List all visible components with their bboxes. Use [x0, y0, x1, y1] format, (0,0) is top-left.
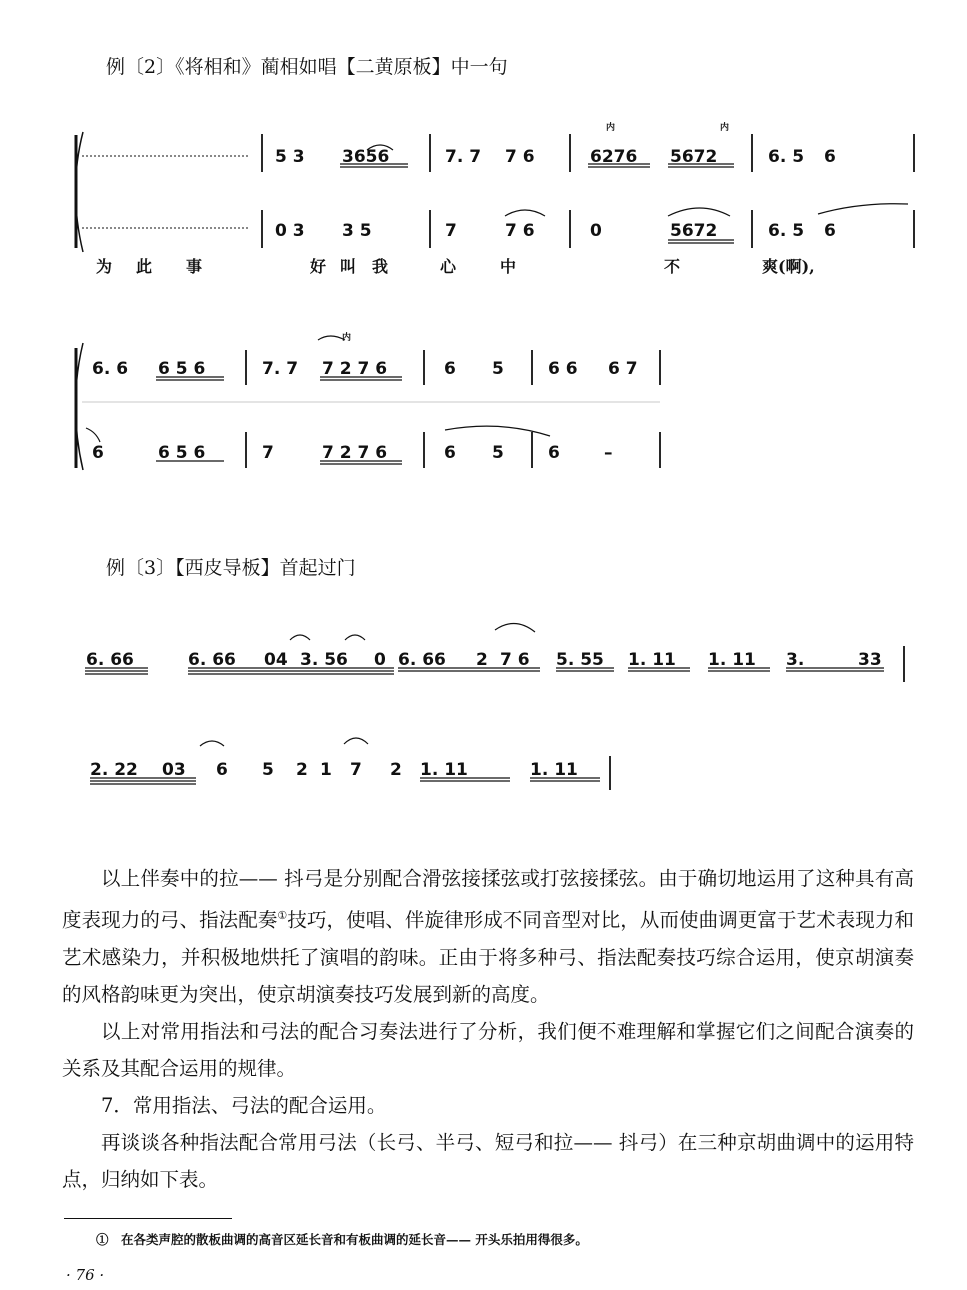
- note-group: 7 2 7 6: [322, 359, 388, 379]
- note-group: 5 3: [275, 147, 305, 167]
- note-group: 7. 7: [445, 147, 482, 167]
- note-group: 6: [216, 760, 228, 780]
- note-group: 6: [824, 147, 836, 167]
- note-group: 6. 66: [86, 650, 134, 670]
- note-group: 5. 55: [556, 650, 604, 670]
- paragraph-3: 7．常用指法、弓法的配合运用。: [101, 1093, 387, 1117]
- note-group: 6: [548, 443, 560, 463]
- note-group: 6. 5: [768, 147, 805, 167]
- note-group: 7: [262, 443, 274, 463]
- footnote-ref: ①: [277, 909, 288, 922]
- note-group: 5: [262, 760, 274, 780]
- note-group: 3. 56: [300, 650, 348, 670]
- lyric-char: 此: [136, 257, 153, 276]
- ornament-nei: 内: [720, 123, 730, 133]
- note-group: 6: [444, 443, 456, 463]
- note-group: 6. 66: [398, 650, 446, 670]
- lyric-char: 我: [372, 257, 389, 276]
- note-group: 2: [296, 760, 308, 780]
- footnote-rule: [64, 1218, 232, 1219]
- note-group: 1. 11: [420, 760, 468, 780]
- note-group: 6: [92, 443, 104, 463]
- note-group: 1. 11: [708, 650, 756, 670]
- note-group: 3.: [786, 650, 805, 670]
- body-text: [62, 860, 914, 1198]
- note-group: 6: [824, 221, 836, 241]
- ornament-nei: 内: [606, 123, 616, 133]
- note-group: 1. 11: [530, 760, 578, 780]
- note-group: 6 7: [608, 359, 638, 379]
- lyric-char: 爽(啊),: [762, 257, 815, 276]
- note-group: 1. 11: [628, 650, 676, 670]
- note-group: 7: [445, 221, 457, 241]
- lyric-char: 中: [500, 257, 517, 276]
- note-group: 04: [264, 650, 288, 670]
- note-group: 0: [374, 650, 386, 670]
- paragraph-4: 再谈谈各种指法配合常用弓法（长弓、半弓、短弓和拉—— 抖弓）在三种京胡曲调中的运用特点，归纳如下表。: [62, 1130, 914, 1191]
- note-group: 6. 6: [92, 359, 129, 379]
- note-group: 33: [858, 650, 882, 670]
- note-group: 2: [476, 650, 488, 670]
- lyric-char: 心: [440, 257, 457, 276]
- page-number: · 76 ·: [66, 1266, 105, 1284]
- lyric-char: 叫: [340, 257, 357, 276]
- note-group: 6 6: [548, 359, 578, 379]
- note-group: 7: [350, 760, 362, 780]
- note-group: 0 3: [275, 221, 305, 241]
- paragraph-1-part-a: 以上伴奏中的拉—— 抖弓是分别配合滑弦接揉弦或打弦接揉弦。由于确切地运用了这种具有高度表现力的弓、指法配奏: [62, 867, 914, 932]
- example-3-caption: 例〔3〕【西皮导板】首起过门: [106, 557, 356, 579]
- note-group: 6: [444, 359, 456, 379]
- note-group: 03: [162, 760, 186, 780]
- lyric-char: 事: [186, 257, 203, 276]
- paragraph-1: [62, 860, 914, 1013]
- note-group: 7 6: [505, 221, 535, 241]
- note-group: 3656: [342, 147, 390, 167]
- note-group: 1: [320, 760, 332, 780]
- note-group: 7 6: [505, 147, 535, 167]
- note-group: 6276: [590, 147, 638, 167]
- footnote: ① 在各类声腔的散板曲调的高音区延长音和有板曲调的延长音—— 开头乐拍用得很多。: [96, 1232, 588, 1247]
- note-group: 5672: [670, 147, 718, 167]
- example-2-caption: 例〔2〕《将相和》蔺相如唱【二黄原板】中一句: [106, 56, 508, 78]
- note-group: 5672: [670, 221, 718, 241]
- note-group: 7. 7: [262, 359, 299, 379]
- note-group: –: [604, 443, 613, 463]
- lyric-char: 好: [310, 257, 327, 276]
- lyric-char: 不: [664, 257, 681, 276]
- note-group: 6. 66: [188, 650, 236, 670]
- note-group: 5: [492, 359, 504, 379]
- note-group: 7 2 7 6: [322, 443, 388, 463]
- note-group: 2. 22: [90, 760, 138, 780]
- note-group: 6 5 6: [158, 359, 206, 379]
- note-group: 3 5: [342, 221, 372, 241]
- note-group: 0: [590, 221, 602, 241]
- note-group: 5: [492, 443, 504, 463]
- lyric-char: 为: [96, 257, 113, 276]
- note-group: 7 6: [500, 650, 530, 670]
- paragraph-1-part-b: 技巧，使唱、伴旋律形成不同音型对比，从而使曲调更富于艺术表现力和艺术感染力，并积极地烘托了演唱的韵味。正由于将多种弓、指法配奏技巧综合运用，使京胡演奏的风格韵味更为突出，使京胡演奏技巧发展到新的高度。: [62, 908, 914, 1006]
- note-group: 6. 5: [768, 221, 805, 241]
- note-group: 6 5 6: [158, 443, 206, 463]
- paragraph-2: 以上对常用指法和弓法的配合习奏法进行了分析，我们便不难理解和掌握它们之间配合演奏的关系及其配合运用的规律。: [62, 1019, 914, 1080]
- note-group: 2: [390, 760, 402, 780]
- ornament-nei: 内: [342, 333, 352, 343]
